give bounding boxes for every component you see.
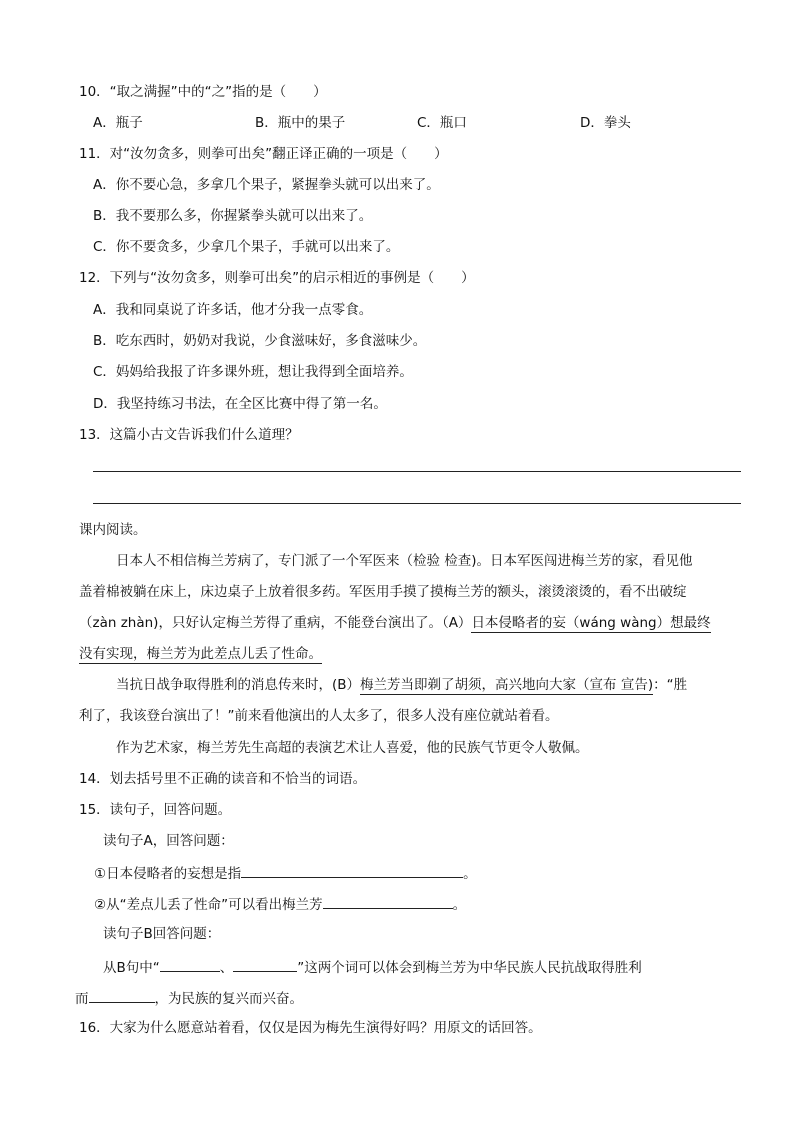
question-16-stem: 16．大家为什么愿意站着看，仅仅是因为梅先生演得好吗？用原文的话回答。 — [79, 1020, 542, 1036]
question-11-stem: 11．对“汝勿贪多，则拳可出矣”翻正译正确的一项是（ ） — [79, 146, 448, 162]
answer-blank-b2[interactable] — [233, 957, 297, 972]
question-10-option-b[interactable]: B．瓶中的果子 — [255, 115, 346, 131]
answer-line-2[interactable] — [93, 503, 741, 504]
answer-blank-a1[interactable] — [241, 863, 463, 878]
answer-blank-b1[interactable] — [160, 957, 220, 972]
passage-p2-line1-text: 当抗日战争取得胜利的消息传来时，(B） — [116, 677, 361, 693]
question-15-b-mid: ”这两个词可以体会到梅兰芳为中华民族人民抗战取得胜利 — [297, 960, 642, 976]
passage-p1-line4 — [79, 645, 322, 663]
passage-p2-line1-tail: ：“胜 — [653, 677, 688, 693]
passage-p1-line3 — [79, 614, 711, 632]
passage-p3: 作为艺术家，梅兰芳先生高超的表演艺术让人喜爱，他的民族气节更令人敬佩。 — [116, 740, 589, 756]
passage-p1-line1: 日本人不相信梅兰芳病了，专门派了一个军医来（检验 检查)。日本军医闯进梅兰芳的家，看见他 — [116, 553, 693, 569]
question-12-option-b[interactable]: B．吃东西时，奶奶对我说，少食滋味好，多食滋味少。 — [93, 333, 427, 349]
question-15-b-sep: 、 — [219, 960, 234, 976]
question-11-option-b[interactable]: B．我不要那么多，你握紧拳头就可以出来了。 — [93, 208, 373, 224]
question-11-option-a[interactable]: A．你不要心急，多拿几个果子，紧握拳头就可以出来了。 — [93, 177, 440, 193]
passage-p1-line3-text: （zàn zhàn)，只好认定梅兰芳得了重病，不能登台演出了。（A） — [79, 615, 472, 631]
question-11-option-c[interactable]: C．你不要贪多，少拿几个果子，手就可以出来了。 — [93, 239, 400, 255]
question-10-option-c[interactable]: C．瓶口 — [417, 115, 467, 131]
question-15-sub-b: 读句子B回答问题： — [103, 926, 221, 942]
question-13-stem: 13．这篇小古文告诉我们什么道理？ — [79, 427, 299, 443]
question-10-option-a[interactable]: A．瓶子 — [93, 115, 143, 131]
sentence-a-underlined-cont: 没有实现，梅兰芳为此差点儿丢了性命。 — [79, 646, 322, 662]
sentence-a-underlined: 日本侵略者的妄（wáng wàng）想最终 — [471, 615, 711, 631]
question-12-option-c[interactable]: C．妈妈给我报了许多课外班，想让我得到全面培养。 — [93, 364, 413, 380]
question-15-b2-prefix: 而 — [75, 991, 89, 1007]
question-12-stem: 12．下列与“汝勿贪多，则拳可出矣”的启示相近的事例是（ ） — [79, 270, 475, 286]
question-15-a2-prefix: ②从“差点儿丢了性命”可以看出梅兰芳 — [94, 897, 323, 913]
reading-heading: 课内阅读。 — [79, 522, 147, 538]
answer-blank-a2[interactable] — [323, 894, 453, 909]
answer-blank-b3[interactable] — [89, 988, 155, 1003]
question-12-option-a[interactable]: A．我和同桌说了许多话，他才分我一点零食。 — [93, 302, 373, 318]
question-12-option-d[interactable]: D．我坚持练习书法，在全区比赛中得了第一名。 — [93, 396, 387, 412]
question-15-a1-prefix: ①日本侵略者的妄想是指 — [94, 866, 242, 882]
question-15-b2-suffix: ，为民族的复兴而兴奋。 — [154, 991, 303, 1007]
question-15-b-line2 — [75, 988, 303, 1008]
question-10-option-d[interactable]: D．拳头 — [580, 115, 631, 131]
question-15-sub-a: 读句子A，回答问题： — [103, 833, 234, 849]
sentence-b-underlined: 梅兰芳当即剃了胡须，高兴地向大家（宣布 宣告) — [360, 677, 654, 693]
question-15-a1 — [94, 863, 477, 883]
passage-p1-line2: 盖着棉被躺在床上，床边桌子上放着很多药。军医用手摸了摸梅兰芳的额头，滚烫滚烫的，看不出破绽 — [79, 584, 687, 600]
passage-p2-line2: 利了，我该登台演出了！”前来看他演出的人太多了，很多人没有座位就站着看。 — [79, 708, 559, 724]
question-15-b-prefix: 从B句中“ — [103, 960, 160, 976]
question-10-stem: 10．“取之满握”中的“之”指的是（ ） — [79, 84, 327, 100]
question-15-b-line1 — [103, 957, 642, 977]
answer-line-1[interactable] — [93, 471, 741, 472]
question-10-options — [93, 114, 693, 132]
question-15-a2 — [94, 894, 466, 914]
question-14-stem: 14．划去括号里不正确的读音和不恰当的词语。 — [79, 771, 367, 787]
question-15-a1-suffix: 。 — [463, 866, 477, 882]
question-15-stem: 15．读句子，回答问题。 — [79, 802, 232, 818]
passage-p2-line1 — [116, 676, 687, 694]
question-15-a2-suffix: 。 — [452, 897, 467, 913]
